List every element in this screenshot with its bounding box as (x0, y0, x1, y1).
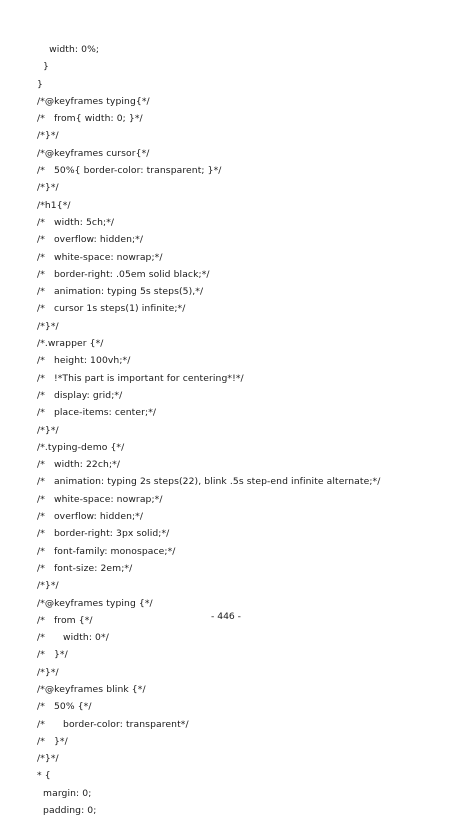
code-line: /*@keyframes blink {*/ (37, 683, 146, 695)
code-line: /*}*/ (37, 753, 59, 765)
code-line: /* animation: typing 2s steps(22), blink .5s step-end infinite alternate;*/ (37, 476, 381, 488)
code-line: /* border-right: 3px solid;*/ (37, 528, 170, 540)
code-line: /*}*/ (37, 424, 59, 436)
code-line: /* display: grid;*/ (37, 389, 123, 401)
code-line: padding: 0; (37, 805, 97, 817)
code-line: /* width: 22ch;*/ (37, 459, 121, 471)
code-line: /* width: 5ch;*/ (37, 216, 115, 228)
code-line: /* from {*/ (37, 614, 93, 626)
code-line: /*@keyframes typing{*/ (37, 95, 150, 107)
code-line: /* white-space: nowrap;*/ (37, 493, 163, 505)
code-line: /* font-size: 2em;*/ (37, 562, 133, 574)
code-line: /*}*/ (37, 182, 59, 194)
code-line: /* from{ width: 0; }*/ (37, 113, 143, 125)
code-line: /* white-space: nowrap;*/ (37, 251, 163, 263)
code-line: /* }*/ (37, 735, 68, 747)
code-listing (37, 41, 437, 819)
code-line: margin: 0; (37, 787, 92, 799)
code-line: /* }*/ (37, 649, 68, 661)
code-line: /* 50% {*/ (37, 701, 92, 713)
code-line: /* place-items: center;*/ (37, 407, 157, 419)
code-line: /* border-right: .05em solid black;*/ (37, 268, 210, 280)
code-line: /* overflow: hidden;*/ (37, 511, 144, 523)
code-line: /* width: 0*/ (37, 632, 109, 644)
code-line: } (37, 61, 49, 73)
code-line: /*h1{*/ (37, 199, 71, 211)
code-line: /*.wrapper {*/ (37, 338, 104, 350)
code-line: /* border-color: transparent*/ (37, 718, 189, 730)
code-line: width: 0%; (37, 44, 100, 55)
code-line: /* cursor 1s steps(1) infinite;*/ (37, 303, 186, 315)
code-line: } (37, 78, 43, 90)
code-line: /* height: 100vh;*/ (37, 355, 131, 367)
code-line: /*}*/ (37, 580, 59, 592)
code-line: /*}*/ (37, 666, 59, 678)
code-line: /*@keyframes cursor{*/ (37, 147, 150, 159)
code-line: * { (37, 770, 51, 782)
code-line: /*@keyframes typing {*/ (37, 597, 153, 609)
code-line: /* !*This part is important for centering*!*/ (37, 372, 244, 384)
code-line: /*.typing-demo {*/ (37, 441, 125, 453)
code-line: /*}*/ (37, 130, 59, 142)
code-line: /* 50%{ border-color: transparent; }*/ (37, 165, 222, 177)
code-line: /* overflow: hidden;*/ (37, 234, 144, 246)
code-line: /*}*/ (37, 320, 59, 332)
page-number: - 446 - (210, 611, 241, 622)
code-line: /* font-family: monospace;*/ (37, 545, 176, 557)
code-line: /* animation: typing 5s steps(5),*/ (37, 286, 204, 298)
